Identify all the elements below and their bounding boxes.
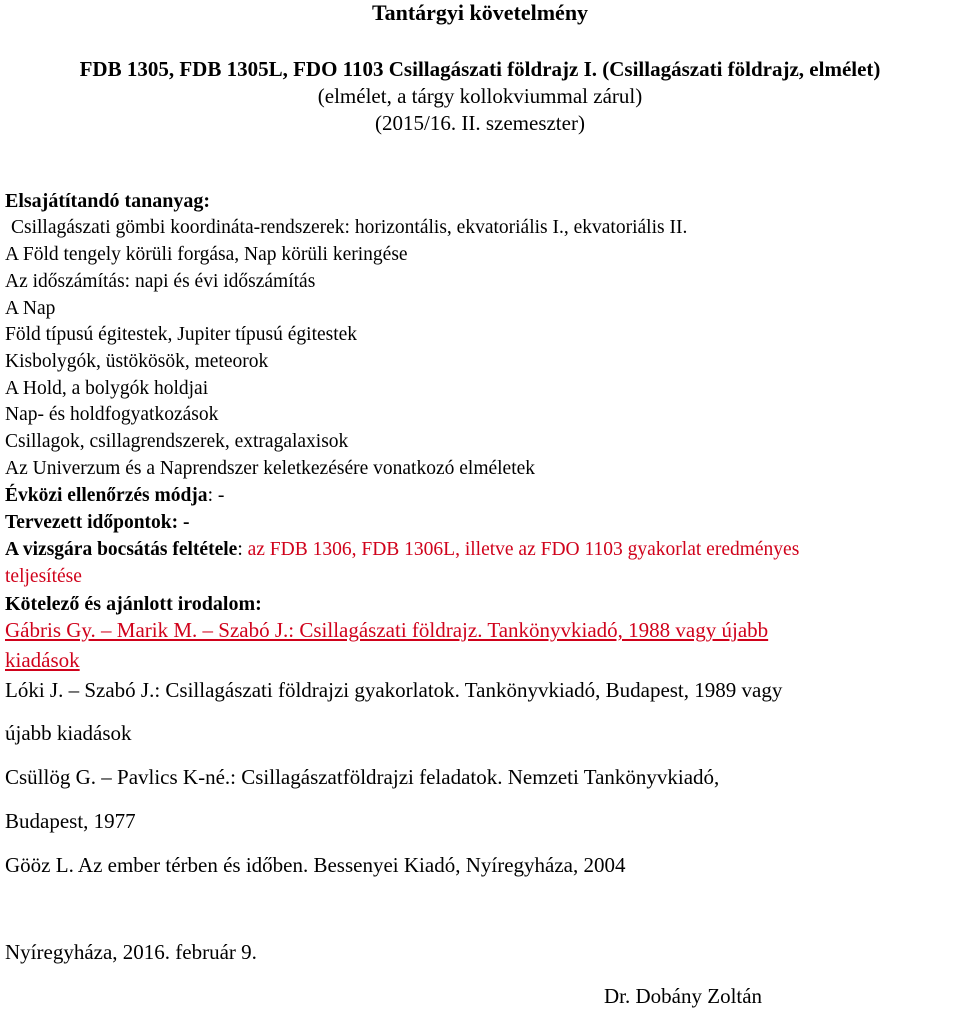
literature-ref-3: Csüllög G. – Pavlics K-né.: Csillagászatföldrajzi feladatok. Nemzeti Tankönyvkiadó, [5, 765, 720, 789]
syllabus-item: Csillagok, csillagrendszerek, extragalaxisok [5, 431, 349, 452]
midterm-line [5, 486, 224, 506]
midterm-value: : - [207, 485, 225, 506]
syllabus-item: Kisbolygók, üstökösök, meteorok [5, 351, 269, 372]
literature-ref-3-cont: Budapest, 1977 [5, 809, 136, 833]
syllabus-item: Nap- és holdfogyatkozások [5, 404, 219, 425]
literature-ref-1-cont: kiadások [5, 648, 80, 672]
syllabus-heading: Elsajátítandó tananyag: [5, 190, 211, 212]
literature-ref-4: Gööz L. Az ember térben és időben. Bessenyei Kiadó, Nyíregyháza, 2004 [5, 853, 626, 877]
syllabus-item: A Nap [5, 298, 56, 319]
exam-condition-value-cont: teljesítése [5, 566, 82, 587]
literature-ref-2-cont: újabb kiadások [5, 721, 132, 745]
syllabus-item: Az Univerzum és a Naprendszer keletkezésére vonatkozó elméletek [5, 458, 536, 479]
signature-name: Dr. Dobány Zoltán [604, 984, 763, 1008]
syllabus-item: Csillagászati gömbi koordináta-rendszerek: horizontális, ekvatoriális I., ekvatoriális II. [11, 217, 688, 238]
literature-ref-2: Lóki J. – Szabó J.: Csillagászati földrajzi gyakorlatok. Tankönyvkiadó, Budapest, 1989 vagy [5, 678, 783, 702]
literature-heading: Kötelező és ajánlott irodalom: [5, 593, 262, 615]
place-date: Nyíregyháza, 2016. február 9. [5, 940, 257, 964]
syllabus-item: Föld típusú égitestek, Jupiter típusú égitestek [5, 324, 358, 345]
course-subtitle-2: (2015/16. II. szemeszter) [375, 111, 585, 135]
course-subtitle-1: (elmélet, a tárgy kollokviummal zárul) [317, 84, 643, 108]
exam-condition-value: az FDB 1306, FDB 1306L, illetve az FDO 1103 gyakorlat eredményes [247, 539, 800, 560]
syllabus-item: Az időszámítás: napi és évi időszámítás [5, 271, 316, 292]
course-codes-line: FDB 1305, FDB 1305L, FDO 1103 Csillagászati földrajz I. (Csillagászati földrajz, elmélet) [79, 57, 881, 81]
midterm-label: Évközi ellenőrzés módja [5, 485, 208, 506]
exam-condition-line [5, 540, 799, 560]
document-title: Tantárgyi követelmény [371, 0, 589, 25]
planned-dates: Tervezett időpontok: - [5, 512, 190, 533]
syllabus-item: A Hold, a bolygók holdjai [5, 378, 209, 399]
literature-ref-1: Gábris Gy. – Marik M. – Szabó J.: Csillagászati földrajz. Tankönyvkiadó, 1988 vagy újabb [5, 618, 769, 642]
syllabus-item: A Föld tengely körüli forgása, Nap körüli keringése [5, 244, 408, 265]
exam-condition-colon: : [237, 539, 248, 560]
exam-condition-label: A vizsgára bocsátás feltétele [5, 539, 238, 560]
